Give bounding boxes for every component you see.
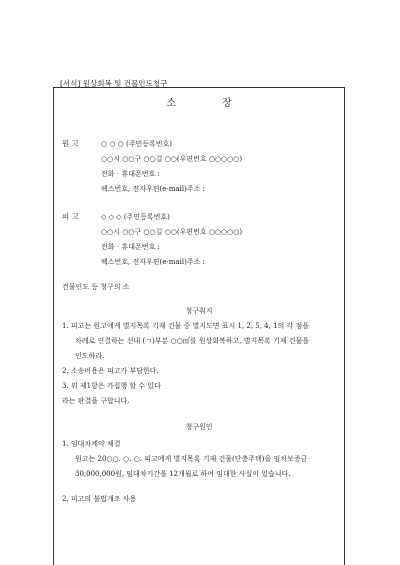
claim-item-1-line-1: 1. 피고는 원고에게 별지목록 기재 건물 중 별지도면 표시 1, 2, 5, 4, 1의 각 점을 <box>62 322 310 330</box>
defendant-phone: 전화‧휴대폰번호 : <box>101 243 160 251</box>
cause-section-2-title: 2. 피고의 불법개조 사용 <box>62 495 137 503</box>
cause-section-1-line-1: 원고는 20○○. ○. ○. 피고에게 별지목록 기재 건물(단층주택)을 임차보증금 <box>75 455 308 463</box>
plaintiff-address: ○○시 ○○구 ○○길 ○○(우편번호 ○○○○○) <box>101 155 243 163</box>
plaintiff-label: 원 고 <box>62 139 79 148</box>
claim-item-3: 3. 위 제1항은 가집행 할 수 있다 <box>62 382 161 390</box>
plaintiff-name: ○ ○ ○ (주민등록번호) <box>101 140 173 148</box>
cause-section-1-line-2: 30,000,000원, 임대차기간을 12개월로 하여 임대한 사실이 있습니다. <box>75 470 291 478</box>
defendant-fax-email: 팩스번호, 전자우편(e-mail)주소 : <box>101 258 205 266</box>
claim-purpose-heading: 청구취지 <box>185 307 213 315</box>
defendant-name: ◇ ◇ ◇ (주민등록번호) <box>101 213 170 221</box>
claim-item-1-line-3: 인도하라. <box>75 352 105 360</box>
cause-section-1-title: 1. 임대차계약 체결 <box>62 440 121 448</box>
claim-item-1-line-2: 차례로 연결하는 선내 (ㄱ)부분 ○○㎡를 원상회복하고, 별지목록 기재 건물을 <box>75 337 310 345</box>
title-char-2: 장 <box>222 98 234 109</box>
plaintiff-phone: 전화‧휴대폰번호 : <box>101 170 160 178</box>
defendant-label: 피 고 <box>62 212 79 221</box>
form-label: [서식] 원상회복 및 건물인도청구 <box>60 79 168 88</box>
case-name: 건물인도 등 청구의 소 <box>62 283 130 291</box>
defendant-address: ○○시 ○○구 ○○길 ○○(우편번호 ○○○○○) <box>101 228 243 236</box>
claim-item-2: 2. 소송비용은 피고가 부담한다. <box>62 367 159 375</box>
claim-cause-heading: 청구원인 <box>185 423 213 431</box>
claim-closing: 라는 판결을 구합니다. <box>62 397 130 405</box>
plaintiff-fax-email: 팩스번호, 전자우편(e-mail)주소 : <box>101 185 205 193</box>
title-char-1: 소 <box>166 98 178 109</box>
document-title <box>0 94 400 109</box>
